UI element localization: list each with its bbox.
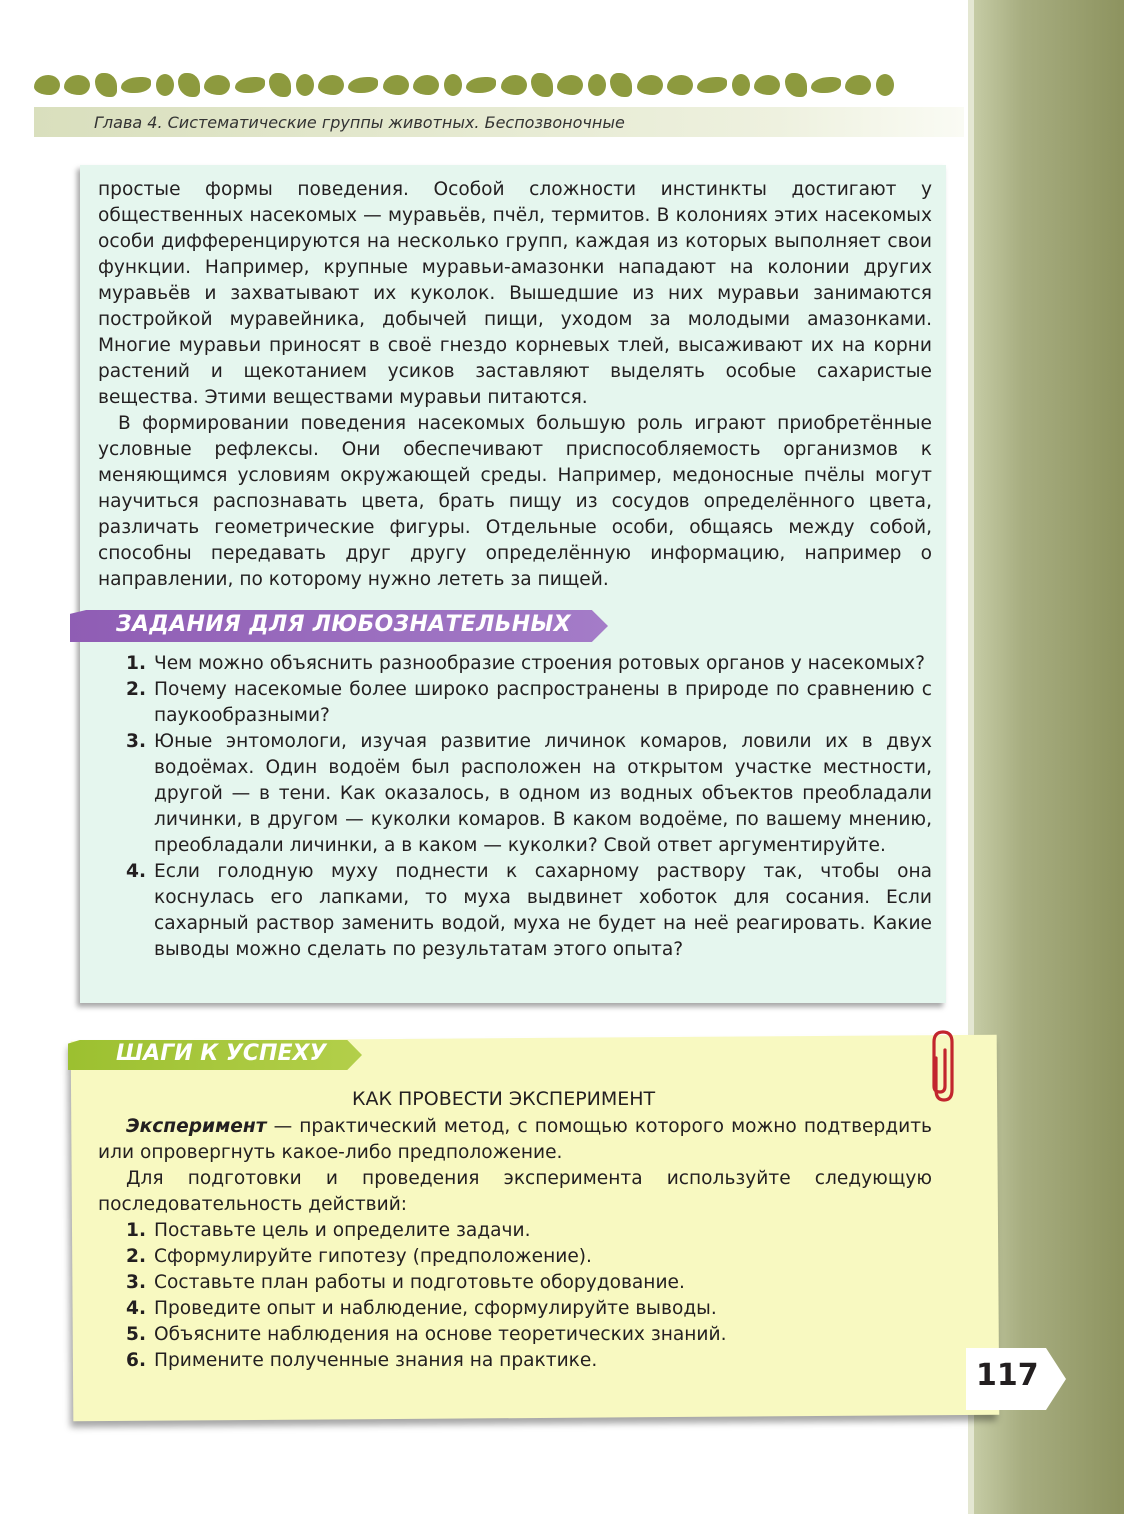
item-text: Объясните наблюдения на основе теоретических знаний.	[154, 1324, 727, 1345]
term: Эксперимент	[126, 1116, 267, 1137]
animal-icon	[204, 75, 230, 95]
list-item	[126, 1322, 932, 1348]
animal-icon	[557, 75, 583, 95]
page-number: 117	[976, 1358, 1039, 1393]
animal-icon	[95, 73, 117, 97]
animal-icon	[811, 77, 841, 93]
item-number: 3.	[126, 1272, 147, 1293]
steps-heading: ШАГИ К УСПЕХУ	[116, 1041, 327, 1066]
animal-icon	[697, 77, 727, 93]
animal-icon	[466, 77, 496, 93]
item-text: Если голодную муху поднести к сахарному раствору так, чтобы она коснулась его лапками, то муха выдвинет хоботок для сосания. Если сахарный раствор заменить водой, муха не будет на неё реагировать. Какие выводы можно сделать по результатам этого опыта?	[154, 861, 932, 960]
item-text: Почему насекомые более широко распространены в природе по сравнению с паукообразными?	[154, 679, 932, 726]
animal-icon	[637, 75, 663, 95]
experiment-text	[98, 1114, 932, 1218]
paragraph: простые формы поведения. Особой сложности инстинкты достигают у общественных насекомых — муравьёв, пчёл, термитов. В колониях этих насекомых особи дифференцируются на несколько групп, каждая из которых выполняет свои функции. Например, крупные муравьи-амазонки нападают на колонии других муравьёв и захватывают их куколок. Вышедшие из них муравьи занимаются постройкой муравейника, добычей пищи, уходом за молодыми амазонками. Многие муравьи приносят в своё гнездо корневых тлей, высаживают их на корни растений и щекотанием усиков заставляют выделять особые сахаристые вещества. Этими веществами муравьи питаются.	[98, 179, 932, 408]
tasks-heading: ЗАДАНИЯ ДЛЯ ЛЮБОЗНАТЕЛЬНЫХ	[116, 612, 571, 637]
list-item	[126, 651, 932, 677]
animal-icon	[610, 73, 632, 97]
item-text: Юные энтомологи, изучая развитие личинок комаров, ловили их в двух водоёмах. Один водоём был расположен на открытом участке местности, другой — в тени. Как оказалось, в одном из водных объектов преобладали личинки, в другом — куколки комаров. В каком водоёме, по вашему мнению, преобладали личинки, а в каком — куколки? Свой ответ аргументируйте.	[154, 731, 932, 856]
animal-icon	[876, 74, 894, 96]
animal-icon	[156, 74, 174, 96]
animal-icon	[34, 75, 60, 95]
animal-silhouettes-strip	[34, 70, 894, 100]
animal-icon	[588, 74, 606, 96]
animal-icon	[348, 77, 378, 93]
animal-icon	[318, 75, 344, 95]
chapter-title: Глава 4. Систематические группы животных. Беспозвоночные	[94, 113, 625, 132]
item-text: Поставьте цель и определите задачи.	[154, 1220, 531, 1241]
item-number: 4.	[126, 1298, 147, 1319]
list-item	[126, 1348, 932, 1374]
definition-paragraph	[98, 1114, 932, 1166]
paperclip-icon	[926, 1028, 960, 1106]
item-number: 2.	[126, 1246, 147, 1267]
animal-icon	[64, 75, 90, 95]
item-text: Составьте план работы и подготовьте оборудование.	[154, 1272, 685, 1293]
animal-icon	[845, 75, 871, 95]
item-number: 3.	[126, 731, 147, 752]
item-text: Примените полученные знания на практике.	[154, 1350, 598, 1371]
steps-list	[126, 1218, 932, 1374]
animal-icon	[667, 75, 693, 95]
item-number: 6.	[126, 1350, 147, 1371]
animal-icon	[269, 73, 291, 97]
animal-icon	[501, 75, 527, 95]
animal-icon	[754, 75, 780, 95]
list-item	[126, 1296, 932, 1322]
animal-icon	[178, 73, 200, 97]
item-number: 2.	[126, 679, 147, 700]
definition: — практический метод, с помощью которого можно подтвердить или опровергнуть какое-либо предположение.	[98, 1116, 932, 1163]
list-item	[126, 729, 932, 859]
item-number: 1.	[126, 653, 147, 674]
animal-icon	[413, 75, 439, 95]
animal-icon	[383, 75, 409, 95]
list-item	[126, 1244, 932, 1270]
animal-icon	[235, 77, 265, 93]
item-text: Сформулируйте гипотезу (предположение).	[154, 1246, 592, 1267]
item-text: Проведите опыт и наблюдение, сформулируйте выводы.	[154, 1298, 717, 1319]
animal-icon	[121, 77, 151, 93]
animal-icon	[785, 73, 807, 97]
intro-paragraph: Для подготовки и проведения эксперимента используйте следующую последовательность действий:	[98, 1168, 932, 1215]
chapter-header-bar	[34, 107, 964, 137]
list-item	[126, 1270, 932, 1296]
item-number: 4.	[126, 861, 147, 882]
list-item	[126, 677, 932, 729]
item-number: 5.	[126, 1324, 147, 1345]
list-item	[126, 859, 932, 963]
list-item	[126, 1218, 932, 1244]
item-text: Чем можно объяснить разнообразие строения ротовых органов у насекомых?	[154, 653, 926, 674]
animal-icon	[531, 73, 553, 97]
experiment-title: КАК ПРОВЕСТИ ЭКСПЕРИМЕНТ	[352, 1088, 656, 1110]
animal-icon	[732, 74, 750, 96]
animal-icon	[444, 74, 462, 96]
tasks-list	[126, 651, 932, 963]
animal-icon	[296, 74, 314, 96]
item-number: 1.	[126, 1220, 147, 1241]
main-body-text	[98, 177, 932, 593]
paragraph: В формировании поведения насекомых большую роль играют приобретённые условные рефлексы. Они обеспечивают приспособляемость организмов к меняющимся условиям окружающей среды. Например, медоносные пчёлы могут научиться распознавать цвета, брать пищу из сосудов определённого цвета, различать геометрические фигуры. Отдельные особи, общаясь между собой, способны передавать друг другу определённую информацию, например о направлении, по которому нужно лететь за пищей.	[98, 413, 932, 590]
